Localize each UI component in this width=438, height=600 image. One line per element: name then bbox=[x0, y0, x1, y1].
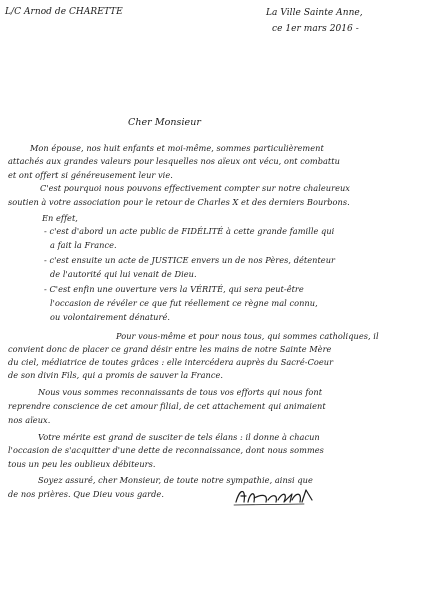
place-name: La Ville Sainte Anne, bbox=[266, 8, 363, 18]
body-line: soutien à votre association pour le retour de Charles X et des derniers Bourbons. bbox=[8, 197, 350, 207]
body-line: de nos prières. Que Dieu vous garde. bbox=[8, 489, 164, 499]
body-line: reprendre conscience de cet amour filial, de cet attachement qui animaient bbox=[8, 401, 326, 411]
sender-name: L/C Arnod de CHARETTE bbox=[5, 7, 123, 17]
letter-date: ce 1er mars 2016 - bbox=[272, 24, 359, 34]
body-line: - C'est enfin une ouverture vers la VÉRITÉ, qui sera peut-être bbox=[44, 284, 304, 294]
body-line: - c'est ensuite un acte de JUSTICE envers un de nos Pères, détenteur bbox=[44, 255, 335, 265]
body-line: attachés aux grandes valeurs pour lesquelles nos aïeux ont vécu, ont combattu bbox=[8, 156, 340, 166]
body-line: Soyez assuré, cher Monsieur, de toute notre sympathie, ainsi que bbox=[38, 475, 313, 485]
body-line: Pour vous-même et pour nous tous, qui sommes catholiques, il bbox=[116, 331, 379, 341]
body-line: l'occasion de s'acquitter d'une dette de reconnaissance, dont nous sommes bbox=[8, 445, 324, 455]
body-line: nos aïeux. bbox=[8, 415, 51, 425]
body-line: Mon épouse, nos huit enfants et moi-même, sommes particulièrement bbox=[30, 143, 324, 153]
body-line: de son divin Fils, qui a promis de sauver la France. bbox=[8, 370, 224, 380]
body-line: convient donc de placer ce grand désir entre les mains de notre Sainte Mère bbox=[8, 344, 332, 354]
body-line: - c'est d'abord un acte public de FIDÉLITÉ à cette grande famille qui bbox=[44, 226, 335, 236]
greeting: Cher Monsieur bbox=[128, 117, 201, 128]
body-line: Votre mérite est grand de susciter de tels élans : il donne à chacun bbox=[38, 432, 320, 442]
body-line: du ciel, médiatrice de toutes grâces : elle intercédera auprès du Sacré-Coeur bbox=[8, 357, 334, 367]
body-line: de l'autorité qui lui venait de Dieu. bbox=[50, 269, 197, 279]
body-line: Nous vous sommes reconnaissants de tous vos efforts qui nous font bbox=[38, 387, 323, 397]
signature bbox=[232, 484, 316, 508]
body-line: a fait la France. bbox=[50, 240, 117, 250]
body-line: tous un peu les oublieux débiteurs. bbox=[8, 459, 156, 469]
signature-mark bbox=[232, 484, 316, 508]
body-line: En effet, bbox=[42, 213, 78, 223]
body-line: et ont offert si généreusement leur vie. bbox=[8, 170, 173, 180]
body-line: C'est pourquoi nous pouvons effectivement compter sur notre chaleureux bbox=[40, 183, 350, 193]
body-line: ou volontairement dénaturé. bbox=[50, 312, 171, 322]
body-line: l'occasion de révéler ce que fut réellement ce règne mal connu, bbox=[50, 298, 318, 308]
